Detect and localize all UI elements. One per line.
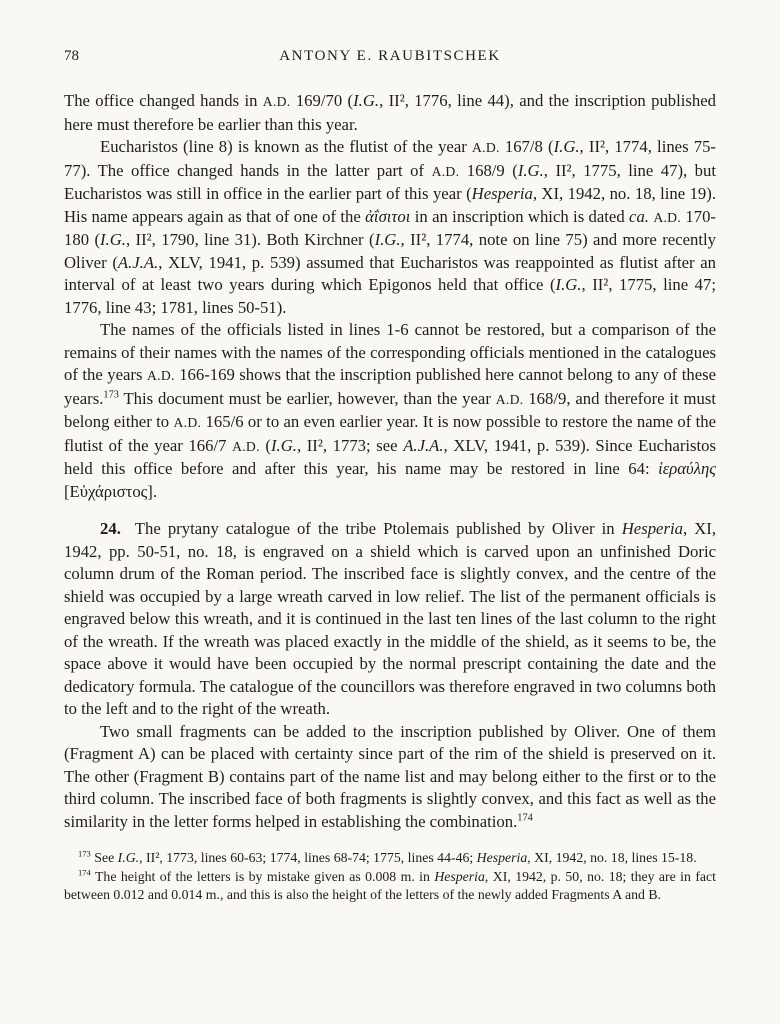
page-number: 78 <box>64 48 79 64</box>
article-body <box>64 90 716 833</box>
paragraph-fragments: Two small fragments can be added to the inscription published by Oliver. One of them (Fragment A) can be placed with certainty since part of the rim of the shield is preserved on it. The other (Fragment B) contains part of the name list and may belong either to the first or to the third column. The inscribed face of both fragments is slightly convex, and this fact as well as the similarity in the letter forms helped in establishing the combination.$^{174}$ <box>64 721 716 831</box>
paragraph-section-24: 24. The prytany catalogue of the tribe Ptolemais published by Oliver in Hesperia, XI, 1942, pp. 50-51, no. 18, is engraved on a shield which is carved upon an unfinished Doric column drum of the Roman period. The inscribed face is slightly convex, and the centre of the shield was occupied by a large wreath carved in low relief. The list of the permanent officials is engraved below this wreath, and it is continued in the last ten lines of the last column to the right of the wreath. If the wreath was placed exactly in the middle of the shield, as it seems to be, the space above it would have been occupied by the normal prescript containing the date and the dedicatory formula. The catalogue of the councillors was therefore engraved in two columns both to the left and to the right of the wreath. <box>64 519 717 718</box>
footnotes-block <box>64 849 716 905</box>
paragraph-eucharistos: Eucharistos (line 8) is known as the flutist of the year A.D. 167/8 (I.G., II², 1774, lines 75-77). The office changed hands in the latter part of A.D. 168/9 (I.G., II², 1775, line 47), but Eucharistos was still in office in the earlier part of this year (Hesperia, XI, 1942, no. 18, line 19). His name appears again as that of one of the ἀΐσιτοι in an inscription which is dated ca. A.D. 170-180 (I.G., II², 1790, line 31). Both Kirchner (I.G., II², 1774, note on line 75) and more recently Oliver (A.J.A., XLV, 1941, p. 539) assumed that Eucharistos was reappointed as flutist after an interval of at least two years during which Epigonos held that office (I.G., II², 1775, line 47; 1776, line 43; 1781, lines 50-51). <box>64 137 716 317</box>
running-head: ANTONY E. RAUBITSCHEK <box>279 48 501 64</box>
footnote-174: $^{174}$ The height of the letters is by mistake given as 0.008 m. in Hesperia, XI, 1942, p. 50, no. 18; they are in fact between 0.012 and 0.014 m., and this is also the height of the letters of the newly added Fragments A and B. <box>64 867 716 903</box>
paragraph-officials: The names of the officials listed in lines 1-6 cannot be restored, but a comparison of the remains of their names with the names of the corresponding officials mentioned in the catalogues of the years A.D. 166-169 shows that the inscription published here cannot belong to any of these years.$^{173}$ This document must be earlier, however, than the year A.D. 168/9, and therefore it must belong either to A.D. 165/6 or to an even earlier year. It is now possible to restore the name of the flutist of the year 166/7 A.D. (I.G., II², 1773; see A.J.A., XLV, 1941, p. 539). Since Eucharistos held this office before and after this year, his name may be restored in line 64: ἱεραύλης [Εὐχάριστος]. <box>64 320 717 501</box>
footnote-173: $^{173}$ See I.G., II², 1773, lines 60-63; 1774, lines 68-74; 1775, lines 44-46; Hesperia, XI, 1942, no. 18, lines 15-18. <box>78 848 697 865</box>
page-header <box>64 48 716 68</box>
paragraph-continuation: The office changed hands in A.D. 169/70 (I.G., II², 1776, line 44), and the inscription published here must therefore be earlier than this year. <box>64 91 717 134</box>
